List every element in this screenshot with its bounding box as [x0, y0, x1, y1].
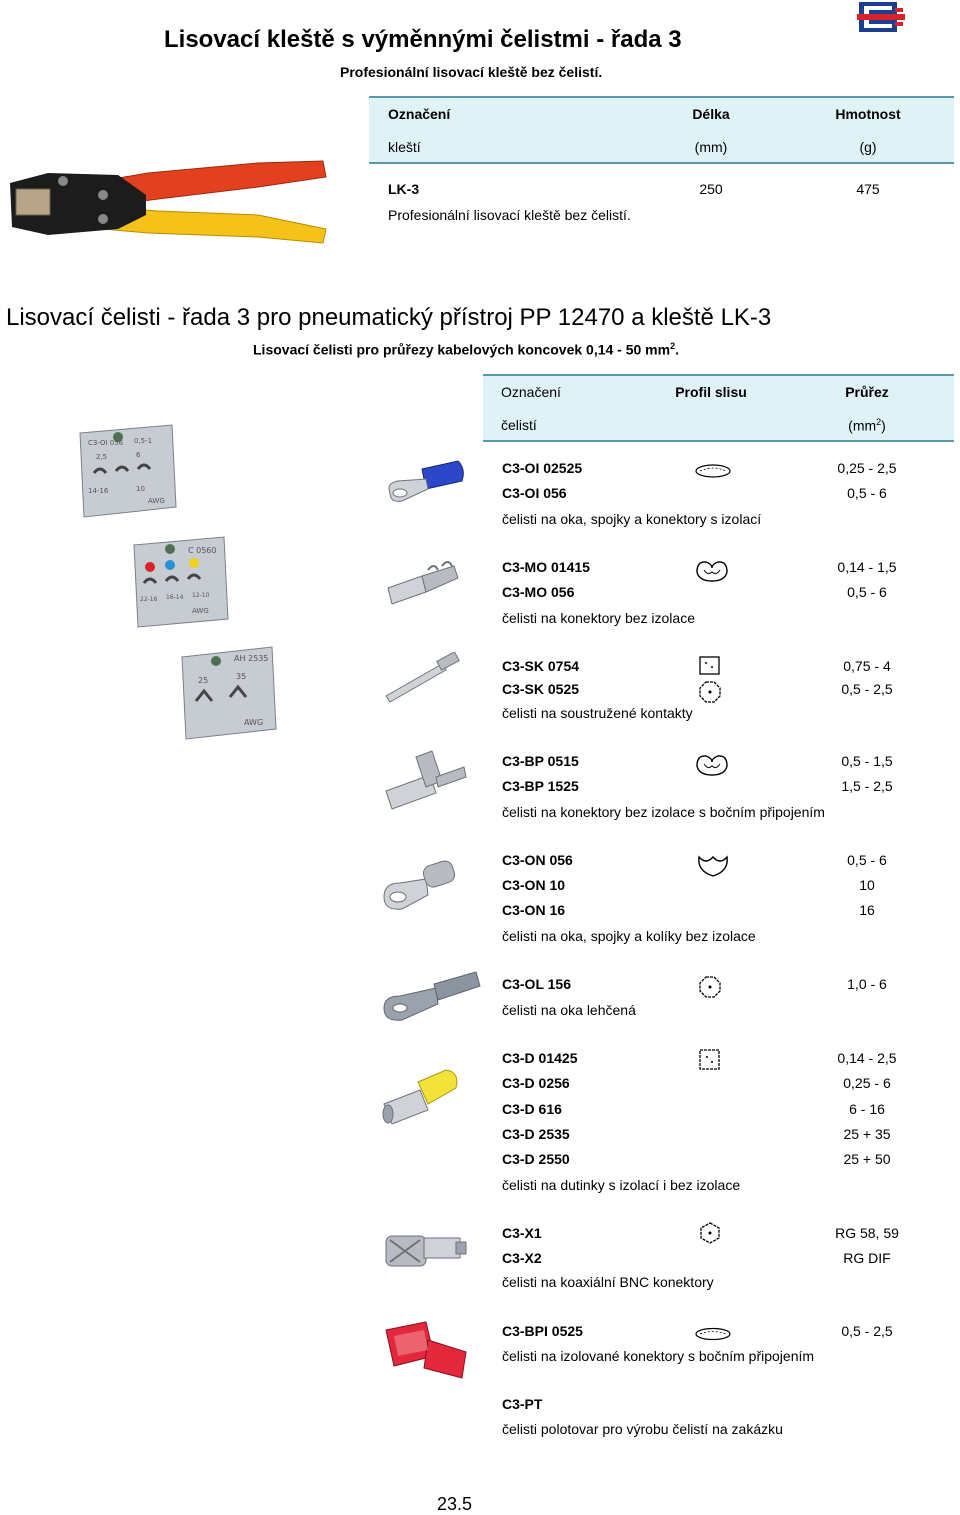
jaw-die-image	[76, 423, 178, 519]
die-label: 6	[136, 451, 141, 459]
crimp-profile-octagon-icon	[698, 680, 722, 704]
jaw-code: C3-SK 0525	[502, 681, 580, 697]
header-jaw-designation-sub: čelistí	[501, 417, 537, 433]
header-weight-unit: (g)	[859, 139, 877, 155]
jaw-range: 0,5 - 6	[847, 852, 887, 868]
product-description: Profesionální lisovací kleště bez čelistí.	[388, 207, 631, 223]
turned-contact-image	[382, 652, 466, 708]
section1-subtitle: Profesionální lisovací kleště bez čelistí.	[340, 64, 603, 80]
company-logo	[855, 0, 907, 36]
jaw-code: C3-OL 156	[502, 976, 571, 992]
header-cross-section: Průřez	[845, 384, 889, 400]
jaw-code: C3-BP 1525	[502, 778, 579, 794]
die-label: 35	[236, 672, 247, 681]
jaw-code: C3-D 2535	[502, 1126, 570, 1142]
product-weight: 475	[856, 181, 880, 197]
jaw-die-image	[178, 645, 278, 741]
jaw-code: C3-OI 056	[502, 485, 567, 501]
tube-lug-image	[380, 968, 484, 1028]
header-designation: Označení	[388, 106, 451, 122]
jaw-description: čelisti na konektory bez izolace s bočním připojením	[502, 804, 825, 820]
jaw-range: 1,5 - 2,5	[841, 778, 893, 794]
jaw-code: C3-ON 10	[502, 877, 566, 893]
jaw-range: RG DIF	[843, 1250, 891, 1266]
header-crimp-profile: Profil slisu	[675, 384, 747, 400]
unit-pre: (mm	[848, 417, 877, 434]
jaw-description: čelisti na oka, spojky a konektory s izolací	[502, 511, 762, 527]
product-length: 250	[699, 181, 723, 197]
crimp-profile-oval-icon	[694, 462, 732, 480]
ring-terminal-uninsulated-image	[380, 855, 464, 919]
section2-table-header	[483, 374, 954, 442]
jaw-description: čelisti na soustružené kontakty	[502, 705, 693, 721]
section2-subtitle	[253, 341, 679, 358]
section1-title: Lisovací kleště s výměnnými čelistmi - řada 3	[164, 26, 682, 53]
die-label: 16-14	[166, 594, 184, 601]
die-label: AWG	[244, 718, 264, 727]
jaw-range: 16	[859, 902, 875, 918]
page-number: 23.5	[437, 1494, 473, 1514]
jaw-die-image	[130, 535, 230, 630]
header-weight: Hmotnost	[835, 106, 901, 122]
jaw-code: C3-X1	[502, 1225, 542, 1241]
die-label: C 0560	[188, 546, 217, 555]
die-label: 12-10	[192, 592, 210, 599]
jaw-code: C3-X2	[502, 1250, 542, 1266]
section2-subtitle-end: .	[675, 341, 679, 358]
jaw-range: 0,5 - 1,5	[841, 753, 893, 769]
jaw-code: C3-OI 02525	[502, 460, 583, 476]
crimp-profile-b-crimp-icon	[694, 752, 730, 778]
jaw-range: 0,5 - 6	[847, 584, 887, 600]
product-code: LK-3	[388, 181, 420, 197]
die-label: C3-OI 056	[88, 439, 124, 447]
die-label: AH 2535	[234, 654, 269, 663]
unit-sup: 2	[876, 417, 882, 427]
jaw-range: 25 + 35	[843, 1126, 891, 1142]
die-label: AWG	[148, 497, 165, 505]
die-label: 25	[198, 676, 209, 685]
header-designation-sub: kleští	[388, 139, 421, 155]
jaw-description: čelisti na dutinky s izolací i bez izolace	[502, 1177, 741, 1193]
section1-table-header	[369, 96, 954, 164]
jaw-code: C3-SK 0754	[502, 658, 580, 674]
crimp-profile-square-icon	[698, 1048, 722, 1072]
die-label: 22-16	[140, 596, 158, 603]
jaw-description: čelisti polotovar pro výrobu čelistí na zakázku	[502, 1421, 783, 1437]
jaw-range: 1,0 - 6	[847, 976, 887, 992]
jaw-code: C3-ON 16	[502, 902, 566, 918]
ferrule-image	[380, 1066, 464, 1130]
section2-subtitle-sup: 2	[670, 341, 676, 351]
section2-title: Lisovací čelisti - řada 3 pro pneumatický přístroj PP 12470 a kleště LK-3	[6, 304, 772, 331]
jaw-code: C3-D 616	[502, 1101, 562, 1117]
header-length: Délka	[692, 106, 730, 122]
jaw-code: C3-D 01425	[502, 1050, 578, 1066]
jaw-description: čelisti na konektory bez izolace	[502, 610, 695, 626]
jaw-code: C3-MO 01415	[502, 559, 590, 575]
jaw-code: C3-D 0256	[502, 1075, 570, 1091]
jaw-range: 25 + 50	[843, 1151, 891, 1167]
die-label: 0,5-1	[134, 437, 153, 445]
flat-connector-image	[382, 560, 466, 616]
crimp-profile-octagon-icon	[698, 975, 722, 999]
jaw-code: C3-ON 056	[502, 852, 573, 868]
jaw-description: čelisti na koaxiální BNC konektory	[502, 1274, 714, 1290]
jaw-range: 0,14 - 2,5	[837, 1050, 897, 1066]
jaw-range: 6 - 16	[849, 1101, 885, 1117]
jaw-range: 0,25 - 6	[843, 1075, 891, 1091]
jaw-description: čelisti na oka, spojky a kolíky bez izolace	[502, 928, 756, 944]
bnc-connector-image	[380, 1218, 470, 1278]
jaw-range: RG 58, 59	[835, 1225, 899, 1241]
jaw-code: C3-BP 0515	[502, 753, 579, 769]
insulated-side-connector-image	[380, 1316, 474, 1386]
jaw-range: 0,25 - 2,5	[837, 460, 897, 476]
crimp-profile-oval-icon	[694, 1326, 732, 1342]
header-length-unit: (mm)	[694, 139, 728, 155]
die-label: 10	[136, 485, 145, 493]
jaw-range: 0,5 - 6	[847, 485, 887, 501]
jaw-range: 0,75 - 4	[843, 658, 891, 674]
jaw-code: C3-D 2550	[502, 1151, 570, 1167]
jaw-description: čelisti na izolované konektory s bočním připojením	[502, 1348, 815, 1364]
jaw-description: čelisti na oka lehčená	[502, 1002, 636, 1018]
jaw-range: 10	[859, 877, 875, 893]
jaw-code: C3-MO 056	[502, 584, 575, 600]
die-label: AWG	[192, 607, 209, 615]
jaw-code: C3-BPI 0525	[502, 1323, 583, 1339]
crimp-profile-b-crimp-icon	[694, 558, 730, 584]
crimp-profile-hexagon-icon	[698, 1221, 722, 1245]
unit-post: )	[881, 417, 886, 434]
section2-subtitle-text: Lisovací čelisti pro průřezy kabelových koncovek 0,14 - 50 mm	[253, 341, 671, 358]
crimping-pliers-image	[8, 155, 328, 250]
jaw-code: C3-PT	[502, 1396, 543, 1412]
header-jaw-designation: Označení	[501, 384, 561, 400]
die-label: 2,5	[96, 453, 108, 461]
jaw-range: 0,14 - 1,5	[837, 559, 897, 575]
header-cross-section-unit	[807, 417, 927, 434]
ring-terminal-blue-image	[382, 455, 466, 511]
crimp-profile-square-icon	[698, 655, 722, 677]
jaw-range: 0,5 - 2,5	[841, 1323, 893, 1339]
jaw-range: 0,5 - 2,5	[841, 681, 893, 697]
side-entry-connector-image	[380, 747, 470, 817]
die-label: 14-16	[88, 487, 109, 495]
crimp-profile-w-crimp-icon	[696, 853, 730, 879]
